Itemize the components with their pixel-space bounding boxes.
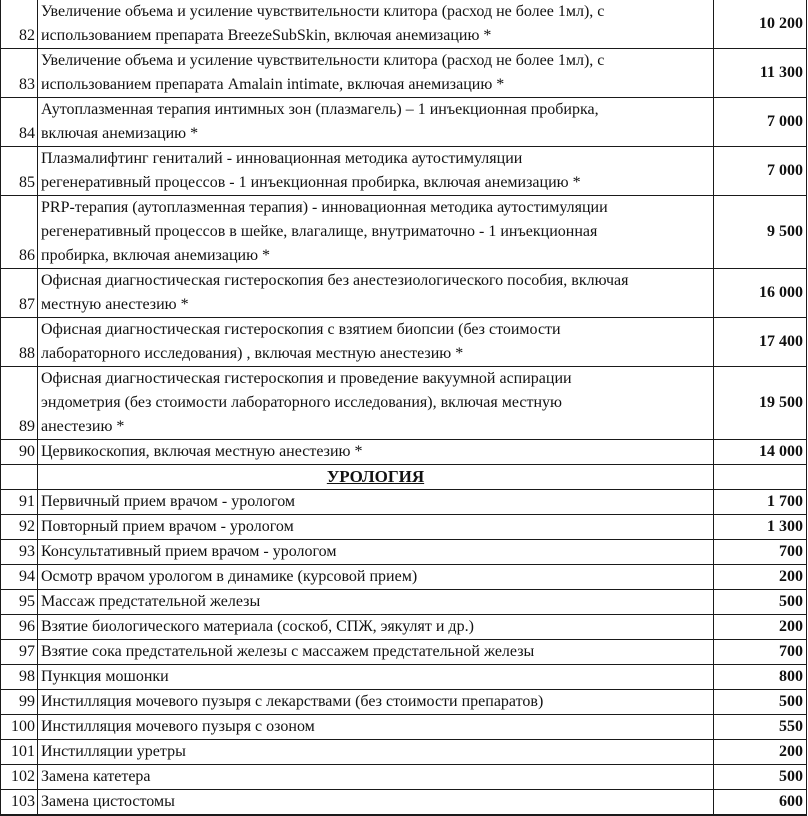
- row-description: Инстилляция мочевого пузыря с озоном: [38, 715, 714, 740]
- row-number: 88: [1, 318, 38, 367]
- row-number: 94: [1, 565, 38, 590]
- section-price-cell: [714, 465, 807, 490]
- description-line: Офисная диагностическая гистероскопия и проведение вакуумной аспирации: [41, 370, 572, 387]
- table-row: [1, 49, 807, 98]
- table-row: [1, 640, 807, 665]
- table-row: [1, 196, 807, 269]
- row-description: [38, 147, 714, 196]
- description-line: включая анемизацию *: [41, 125, 199, 142]
- description-line: анестезию *: [41, 418, 125, 435]
- row-price: 600: [714, 790, 807, 815]
- row-price: 7 000: [714, 147, 807, 196]
- description-line: Увеличение объема и усиление чувствительности клитора (расход не более 1мл), с: [41, 3, 605, 20]
- table-row-partial: [1, 815, 807, 816]
- row-price: 550: [714, 715, 807, 740]
- table-row: [1, 740, 807, 765]
- row-number: 97: [1, 640, 38, 665]
- price-table-body: [1, 0, 807, 816]
- section-number-cell: [1, 465, 38, 490]
- table-row: [1, 269, 807, 318]
- row-description: [38, 196, 714, 269]
- row-number: 103: [1, 790, 38, 815]
- table-row: [1, 490, 807, 515]
- description-line: Плазмалифтинг гениталий - инновационная методика аутостимуляции: [41, 150, 523, 167]
- row-number: 87: [1, 269, 38, 318]
- row-number: 91: [1, 490, 38, 515]
- description-line: лабораторного исследования) , включая местную анестезию *: [41, 345, 464, 362]
- table-row: [1, 318, 807, 367]
- row-number: 96: [1, 615, 38, 640]
- description-line: использованием препарата BreezeSubSkin, включая анемизацию *: [41, 27, 492, 44]
- row-description: Замена катетера: [38, 765, 714, 790]
- row-price: 700: [714, 540, 807, 565]
- row-description: [38, 49, 714, 98]
- section-title: УРОЛОГИЯ: [38, 465, 714, 490]
- description-line: Увеличение объема и усиление чувствительности клитора (расход не более 1мл), с: [41, 52, 605, 69]
- description-line: местную анестезию *: [41, 296, 189, 313]
- row-number: 86: [1, 196, 38, 269]
- row-description: Осмотр врачом урологом в динамике (курсовой прием): [38, 565, 714, 590]
- row-description: Пункция мошонки: [38, 665, 714, 690]
- row-price: 10 200: [714, 0, 807, 49]
- row-price: 16 000: [714, 269, 807, 318]
- row-description: [38, 367, 714, 440]
- table-row: [1, 590, 807, 615]
- table-row: [1, 715, 807, 740]
- row-price: 1 700: [714, 490, 807, 515]
- table-row: [1, 665, 807, 690]
- table-row: [1, 98, 807, 147]
- row-number: [1, 815, 38, 816]
- row-description: Взятие биологического материала (соскоб, СПЖ, эякулят и др.): [38, 615, 714, 640]
- row-description: Инстилляция мочевого пузыря с лекарствами (без стоимости препаратов): [38, 690, 714, 715]
- row-number: 92: [1, 515, 38, 540]
- description-line: пробирка, включая анемизацию *: [41, 247, 271, 264]
- row-number: 99: [1, 690, 38, 715]
- description-line: регенеративный процессов - 1 инъекционная пробирка, включая анемизацию *: [41, 174, 581, 191]
- row-price: 800: [714, 665, 807, 690]
- description-line: Цервикоскопия, включая местную анестезию *: [41, 443, 363, 460]
- row-description: Первичный прием врачом - урологом: [38, 490, 714, 515]
- row-number: 85: [1, 147, 38, 196]
- row-description: Повторный прием врачом - урологом: [38, 515, 714, 540]
- row-price: 11 300: [714, 49, 807, 98]
- table-row: [1, 615, 807, 640]
- table-row: [1, 367, 807, 440]
- row-number: 95: [1, 590, 38, 615]
- row-number: 82: [1, 0, 38, 49]
- description-line: PRP-терапия (аутоплазменная терапия) - инновационная методика аутостимуляции: [41, 199, 608, 216]
- table-row: [1, 765, 807, 790]
- description-line: Аутоплазменная терапия интимных зон (плазмагель) – 1 инъекционная пробирка,: [41, 101, 599, 118]
- row-number: 98: [1, 665, 38, 690]
- row-price: [714, 815, 807, 816]
- row-description: Взятие сока предстательной железы с массажем предстательной железы: [38, 640, 714, 665]
- row-number: 89: [1, 367, 38, 440]
- row-description: Консультативный прием врачом - урологом: [38, 540, 714, 565]
- row-price: 17 400: [714, 318, 807, 367]
- row-number: 102: [1, 765, 38, 790]
- row-number: 101: [1, 740, 38, 765]
- row-price: 7 000: [714, 98, 807, 147]
- section-header-row: [1, 465, 807, 490]
- row-price: 200: [714, 740, 807, 765]
- table-row: [1, 147, 807, 196]
- description-line: Офисная диагностическая гистероскопия с взятием биопсии (без стоимости: [41, 321, 561, 338]
- row-price: 500: [714, 690, 807, 715]
- row-description: [38, 0, 714, 49]
- row-price: 700: [714, 640, 807, 665]
- table-row: [1, 690, 807, 715]
- row-price: 200: [714, 565, 807, 590]
- description-line: эндометрия (без стоимости лабораторного исследования), включая местную: [41, 394, 562, 411]
- description-line: регенеративный процессов в шейке, влагалище, внутриматочно - 1 инъекционная: [41, 223, 598, 240]
- row-price: 500: [714, 765, 807, 790]
- row-price: 500: [714, 590, 807, 615]
- row-number: 83: [1, 49, 38, 98]
- row-price: 200: [714, 615, 807, 640]
- row-price: 1 300: [714, 515, 807, 540]
- table-row: [1, 565, 807, 590]
- row-description: [38, 269, 714, 318]
- description-line: Офисная диагностическая гистероскопия без анестезиологического пособия, включая: [41, 272, 629, 289]
- row-description: Замена цистостомы: [38, 790, 714, 815]
- row-description: Массаж предстательной железы: [38, 590, 714, 615]
- row-price: 19 500: [714, 367, 807, 440]
- table-row: [1, 0, 807, 49]
- row-number: 93: [1, 540, 38, 565]
- table-row: [1, 790, 807, 815]
- description-line: использованием препарата Amalain intimate, включая анемизацию *: [41, 76, 505, 93]
- row-price: 14 000: [714, 440, 807, 465]
- row-price: 9 500: [714, 196, 807, 269]
- row-description: Инстилляции уретры: [38, 740, 714, 765]
- row-number: 90: [1, 440, 38, 465]
- table-row: [1, 540, 807, 565]
- row-description: [38, 318, 714, 367]
- row-description: [38, 98, 714, 147]
- row-description: [38, 440, 714, 465]
- row-number: 100: [1, 715, 38, 740]
- table-row: [1, 515, 807, 540]
- row-description: [38, 815, 714, 816]
- row-number: 84: [1, 98, 38, 147]
- table-row: [1, 440, 807, 465]
